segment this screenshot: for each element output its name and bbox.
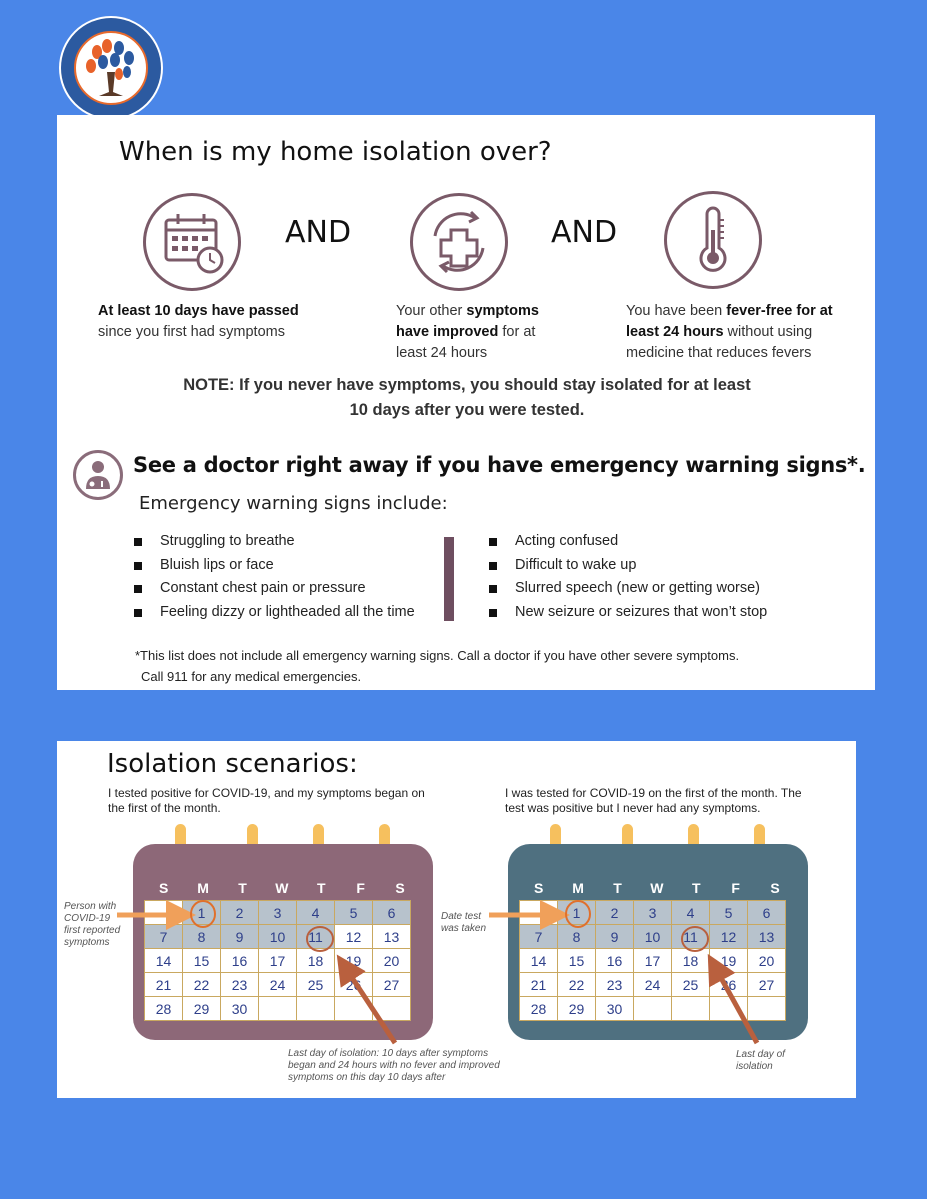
calendar-day: 17 bbox=[259, 949, 297, 973]
circle-day-1-right bbox=[566, 901, 590, 927]
calendar-day: 10 bbox=[634, 925, 672, 949]
calendar-day: 11 bbox=[297, 925, 335, 949]
calendar-day: 15 bbox=[558, 949, 596, 973]
medical-cross-icon bbox=[410, 193, 508, 291]
scenario-right-description: I was tested for COVID-19 on the first of the month. The test was positive but I never had any symptoms. bbox=[505, 786, 802, 815]
calendar-day: 4 bbox=[672, 901, 710, 925]
calendar-day: 8 bbox=[183, 925, 221, 949]
weekday-label: S bbox=[770, 880, 780, 896]
condition-fever-free: You have been fever-free for at least 24 hours without using medicine that reduces fevers bbox=[626, 303, 833, 361]
calendar-day: 25 bbox=[672, 973, 710, 997]
weekday-label: S bbox=[395, 880, 405, 896]
list-item: Difficult to wake up bbox=[489, 557, 767, 581]
scenarios-title: Isolation scenarios: bbox=[107, 749, 358, 779]
calendar-day: 11 bbox=[672, 925, 710, 949]
calendar-day: 19 bbox=[335, 949, 373, 973]
isolation-scenarios-card bbox=[57, 741, 856, 1098]
and-label-2: AND bbox=[551, 215, 618, 250]
calendar-day: 1 bbox=[183, 901, 221, 925]
calendar-day: 14 bbox=[145, 949, 183, 973]
calendar-day: 12 bbox=[710, 925, 748, 949]
annotation-overlay bbox=[57, 741, 856, 1098]
calendar-day: 26 bbox=[710, 973, 748, 997]
arrow-last-day-left bbox=[345, 967, 395, 1043]
calendar-day: 3 bbox=[634, 901, 672, 925]
thermometer-icon bbox=[664, 191, 762, 289]
weekday-label: W bbox=[650, 880, 664, 896]
weekday-label: T bbox=[238, 880, 247, 896]
isolation-info-card bbox=[57, 115, 875, 690]
annotation-last-day-right: Last day of isolation bbox=[736, 1049, 785, 1072]
condition-symptoms-improved: Your other symptoms have improved for at least 24 hours bbox=[396, 303, 539, 361]
calendar-day: 23 bbox=[221, 973, 259, 997]
calendar-day: 9 bbox=[596, 925, 634, 949]
annotation-last-day-left: Last day of isolation: 10 days after symptoms began and 24 hours with no fever and improved symptoms on this day 10 days after bbox=[288, 1048, 500, 1083]
calendar-day: 24 bbox=[259, 973, 297, 997]
list-divider bbox=[444, 537, 454, 621]
calendar-day: 30 bbox=[596, 997, 634, 1021]
calendar-day: 5 bbox=[710, 901, 748, 925]
calendar-day: 6 bbox=[373, 901, 411, 925]
calendar-day: 5 bbox=[335, 901, 373, 925]
calendar-day: 16 bbox=[221, 949, 259, 973]
calendar-day: 1 bbox=[558, 901, 596, 925]
list-item: Constant chest pain or pressure bbox=[134, 580, 415, 604]
and-label-1: AND bbox=[285, 215, 352, 250]
weekday-label: T bbox=[613, 880, 622, 896]
calendar-day: 29 bbox=[183, 997, 221, 1021]
calendar-day: 14 bbox=[520, 949, 558, 973]
calendar-day: 17 bbox=[634, 949, 672, 973]
arrow-last-day-right bbox=[715, 967, 757, 1043]
calendar-day: 7 bbox=[520, 925, 558, 949]
weekday-label: T bbox=[316, 880, 326, 896]
weekday-label: S bbox=[534, 880, 544, 896]
weekday-label: F bbox=[356, 880, 365, 896]
list-item: Slurred speech (new or getting worse) bbox=[489, 580, 767, 604]
calendar-day: 2 bbox=[221, 901, 259, 925]
calendar-day: 24 bbox=[634, 973, 672, 997]
circle-day-1-left bbox=[191, 901, 215, 927]
circle-day-11-left bbox=[307, 927, 333, 951]
weekday-label: M bbox=[197, 880, 209, 896]
calendar-day: 15 bbox=[183, 949, 221, 973]
emergency-footnote: *This list does not include all emergency warning signs. Call a doctor if you have other severe symptoms. Call 911 for any medical emergencies. bbox=[135, 648, 740, 684]
calendar-day: 21 bbox=[520, 973, 558, 997]
warning-signs-left-list bbox=[134, 533, 415, 627]
calendar-day: 22 bbox=[183, 973, 221, 997]
calendar-day: 20 bbox=[748, 949, 786, 973]
calendar-day: 20 bbox=[373, 949, 411, 973]
calendar-day: 13 bbox=[748, 925, 786, 949]
calendar-day: 22 bbox=[558, 973, 596, 997]
calendar-day: 4 bbox=[297, 901, 335, 925]
calendar-day: 8 bbox=[558, 925, 596, 949]
calendar-day: 21 bbox=[145, 973, 183, 997]
calendar-day: 6 bbox=[748, 901, 786, 925]
annotation-test-date: Date test was taken bbox=[441, 911, 487, 934]
calendar-day: 3 bbox=[259, 901, 297, 925]
list-item: Feeling dizzy or lightheaded all the time bbox=[134, 604, 415, 628]
weekday-label: T bbox=[691, 880, 701, 896]
doctor-icon bbox=[73, 450, 123, 500]
calendar-day: 27 bbox=[373, 973, 411, 997]
calendar-day: 2 bbox=[596, 901, 634, 925]
list-item: Struggling to breathe bbox=[134, 533, 415, 557]
calendar-day: 29 bbox=[558, 997, 596, 1021]
calendar-day: 9 bbox=[221, 925, 259, 949]
condition-days-passed: At least 10 days have passed since you first had symptoms bbox=[98, 303, 299, 340]
district-logo bbox=[57, 14, 165, 122]
calendar-day: 7 bbox=[145, 925, 183, 949]
scenario-left-description: I tested positive for COVID-19, and my symptoms began on the first of the month. bbox=[108, 786, 425, 815]
calendar-day: 28 bbox=[520, 997, 558, 1021]
calendar-day: 28 bbox=[145, 997, 183, 1021]
warning-signs-right-list bbox=[489, 533, 767, 627]
list-item: Bluish lips or face bbox=[134, 557, 415, 581]
calendar-day: 25 bbox=[297, 973, 335, 997]
weekday-label: W bbox=[275, 880, 289, 896]
calendar-day: 18 bbox=[672, 949, 710, 973]
circle-day-11-right bbox=[682, 927, 708, 951]
annotation-symptoms-start: Person with COVID-19 first reported symptoms bbox=[64, 901, 121, 948]
weekday-label: F bbox=[731, 880, 740, 896]
list-item: Acting confused bbox=[489, 533, 767, 557]
calendar-day: 27 bbox=[748, 973, 786, 997]
emergency-heading: See a doctor right away if you have emergency warning signs*. bbox=[133, 453, 866, 477]
calendar-day: 12 bbox=[335, 925, 373, 949]
isolation-title: When is my home isolation over? bbox=[119, 137, 552, 167]
list-item: New seizure or seizures that won’t stop bbox=[489, 604, 767, 628]
weekday-label: M bbox=[572, 880, 584, 896]
calendar-day: 26 bbox=[335, 973, 373, 997]
calendar-icon bbox=[143, 193, 241, 291]
warning-signs-subheading: Emergency warning signs include: bbox=[139, 493, 448, 514]
calendar-day: 13 bbox=[373, 925, 411, 949]
calendar-day: 23 bbox=[596, 973, 634, 997]
calendar-day: 18 bbox=[297, 949, 335, 973]
isolation-note: NOTE: If you never have symptoms, you should stay isolated for at least 10 days after you were tested. bbox=[183, 376, 751, 419]
calendar-day: 10 bbox=[259, 925, 297, 949]
calendar-day: 30 bbox=[221, 997, 259, 1021]
calendar-day: 19 bbox=[710, 949, 748, 973]
weekday-label: S bbox=[159, 880, 169, 896]
calendar-day: 16 bbox=[596, 949, 634, 973]
